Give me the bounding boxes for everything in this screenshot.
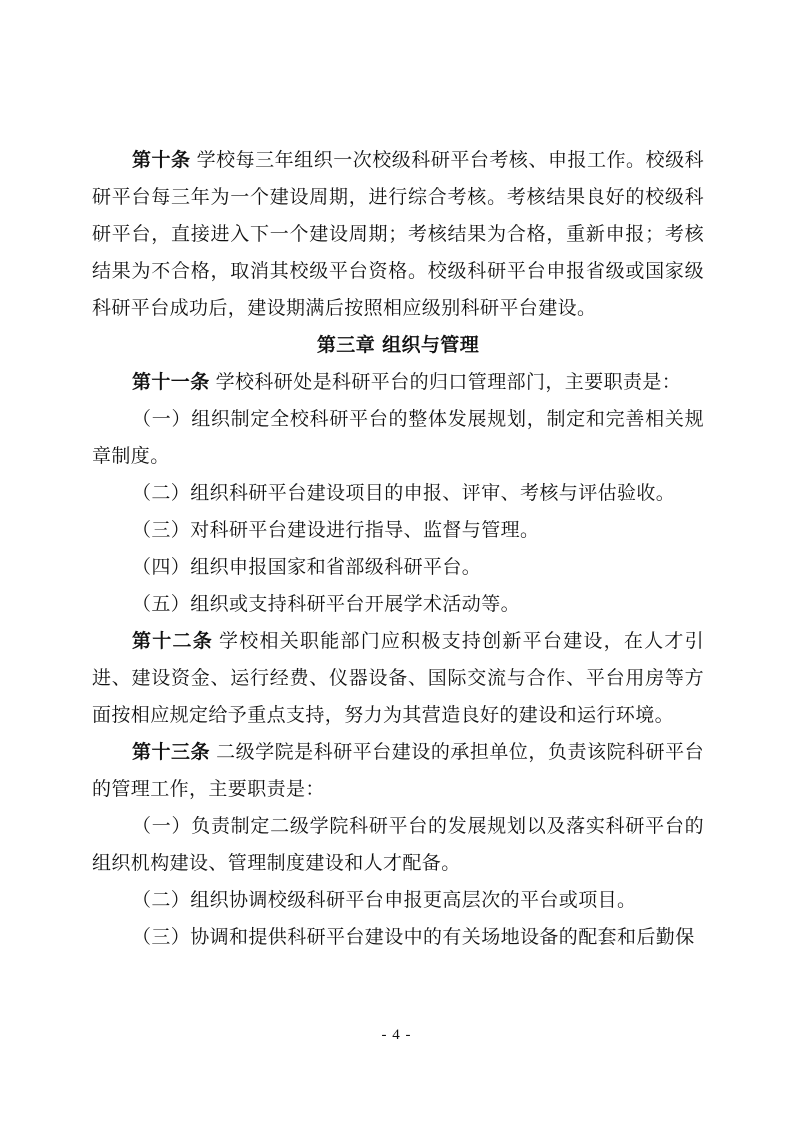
article-12-text: 学校相关职能部门应积极支持创新平台建设，在人才引进、建设资金、运行经费、仪器设备、国际交流与合作、平台用房等方面按相应规定给予重点支持，努力为其营造良好的建设和运行环境。 — [92, 630, 704, 726]
article-13-item-1: （一）负责制定二级学院科研平台的发展规划以及落实科研平台的组织机构建设、管理制度建设和人才配备。 — [92, 815, 704, 874]
page-number: - 4 - — [381, 1027, 412, 1043]
article-11-item-5: （五）组织或支持科研平台开展学术活动等。 — [132, 593, 521, 615]
article-13-item-3: （三）协调和提供科研平台建设中的有关场地设备的配套和后勤保 — [132, 926, 695, 948]
article-13-text: 二级学院是科研平台建设的承担单位，负责该院科研平台的管理工作，主要职责是： — [92, 741, 704, 800]
article-12 — [92, 623, 704, 734]
document-body — [92, 142, 704, 956]
article-12-label: 第十二条 — [132, 630, 213, 652]
article-11 — [92, 364, 704, 401]
article-10-label: 第十条 — [132, 149, 191, 171]
article-11-label: 第十一条 — [132, 371, 210, 393]
article-11-text: 学校科研处是科研平台的归口管理部门，主要职责是： — [215, 371, 682, 393]
article-11-item-3: （三）对科研平台建设进行指导、监督与管理。 — [132, 519, 540, 541]
article-13-item-2: （二）组织协调校级科研平台申报更高层次的平台或项目。 — [132, 889, 637, 911]
article-10 — [92, 142, 704, 327]
article-11-item-4: （四）组织申报国家和省部级科研平台。 — [132, 556, 482, 578]
chapter-heading: 第三章 组织与管理 — [316, 334, 480, 356]
article-13-label: 第十三条 — [132, 741, 211, 763]
article-11-item-1: （一）组织制定全校科研平台的整体发展规划，制定和完善相关规章制度。 — [92, 408, 704, 467]
article-10-text: 学校每三年组织一次校级科研平台考核、申报工作。校级科研平台每三年为一个建设周期，进行综合考核。考核结果良好的校级科研平台，直接进入下一个建设周期；考核结果为合格，重新申报；考核结果为不合格，取消其校级平台资格。校级科研平台申报省级或国家级科研平台成功后，建设期满后按照相应级别科研平台建设。 — [92, 149, 705, 319]
article-11-item-2: （二）组织科研平台建设项目的申报、评审、考核与评估验收。 — [132, 482, 676, 504]
article-13 — [92, 734, 704, 808]
